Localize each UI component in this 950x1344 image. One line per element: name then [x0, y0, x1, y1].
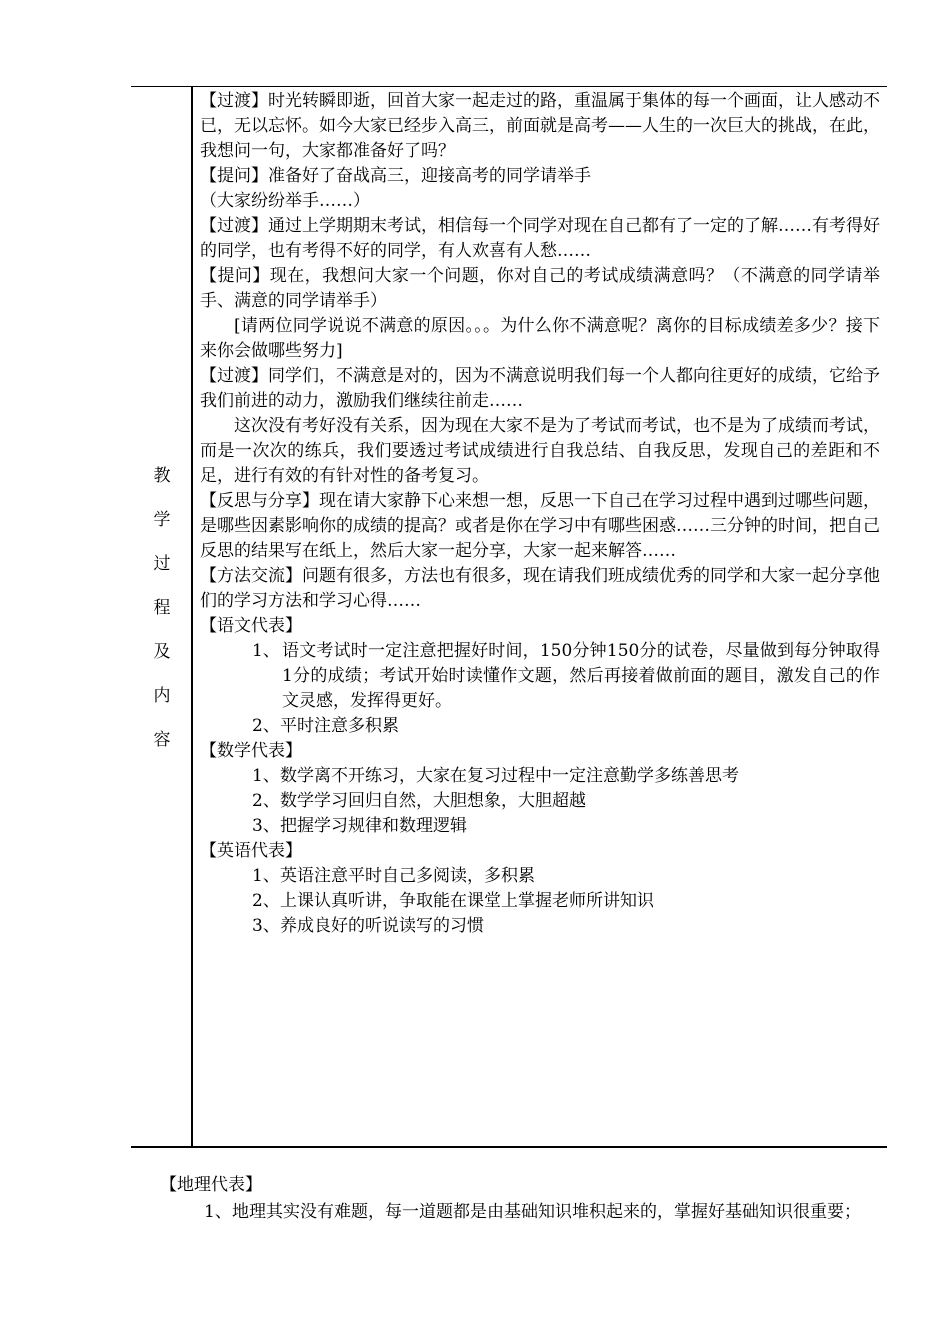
list-item [200, 889, 880, 914]
paragraph-reflection: 【反思与分享】现在请大家静下心来想一想，反思一下自己在学习过程中遇到过哪些问题，是哪些因素影响你的成绩的提高？或者是你在学习中有哪些困惑……三分钟的时间，把自己反思的结果写在纸上，然后大家一起分享，大家一起来解答…… [200, 491, 880, 561]
list-text: 上课认真听讲，争取能在课堂上掌握老师所讲知识 [280, 891, 654, 911]
side-label-char: 及 [153, 642, 171, 662]
english-rep-heading: 【英语代表】 [200, 841, 302, 861]
list-number: 3、 [252, 816, 280, 836]
list-text: 数学学习回归自然，大胆想象，大胆超越 [280, 791, 586, 811]
paragraph-transition-2: 【过渡】通过上学期期末考试，相信每一个同学对现在自己都有了一定的了解……有考得好的同学，也有考得不好的同学，有人欢喜有人愁…… [200, 216, 880, 261]
list-text: 地理其实没有难题，每一道题都是由基础知识堆积起来的，掌握好基础知识很重要； [232, 1202, 861, 1222]
list-item [200, 864, 880, 889]
table-bottom-border [131, 1146, 887, 1148]
list-text: 数学离不开练习，大家在复习过程中一定注意勤学多练善思考 [280, 766, 739, 786]
table-top-border [131, 86, 887, 87]
list-item [200, 639, 880, 714]
teaching-content-cell [200, 89, 880, 939]
side-label-char: 容 [153, 730, 171, 750]
paragraph-question-1: 【提问】准备好了奋战高三，迎接高考的同学请举手 [200, 166, 591, 186]
list-text: 把握学习规律和数理逻辑 [280, 816, 467, 836]
table-column-divider [191, 86, 193, 1147]
list-number: 2、 [252, 716, 280, 736]
list-item [160, 1199, 872, 1226]
geography-section [160, 1172, 872, 1226]
list-text: 语文考试时一定注意把握好时间，150分钟150分的试卷，尽量做到每分钟取得1分的成绩；考试开始时读懂作文题，然后再接着做前面的题目，激发自己的作文灵感，发挥得更好。 [282, 641, 880, 711]
section-label-teaching-process [148, 462, 176, 770]
list-item [200, 789, 880, 814]
geography-rep-heading: 【地理代表】 [160, 1175, 262, 1195]
list-text: 养成良好的听说读写的习惯 [280, 916, 484, 936]
list-number: 1、 [252, 641, 280, 661]
paragraph-method-exchange: 【方法交流】问题有很多，方法也有很多，现在请我们班成绩优秀的同学和大家一起分享他们的学习方法和学习心得…… [200, 566, 880, 611]
side-label-char: 内 [153, 686, 171, 706]
list-number: 1、 [252, 866, 280, 886]
side-label-char: 学 [153, 510, 171, 530]
list-number: 2、 [252, 891, 280, 911]
side-label-char: 程 [153, 598, 171, 618]
list-text: 英语注意平时自己多阅读，多积累 [280, 866, 535, 886]
list-item [200, 914, 880, 939]
paragraph-response: （大家纷纷举手……） [200, 191, 370, 211]
list-number: 1、 [204, 1202, 232, 1222]
paragraph-question-2: 【提问】现在，我想问大家一个问题，你对自己的考试成绩满意吗？（不满意的同学请举手、满意的同学请举手） [200, 266, 880, 311]
math-rep-heading: 【数学代表】 [200, 741, 302, 761]
paragraph-explanation: 这次没有考好没有关系，因为现在大家不是为了考试而考试，也不是为了成绩而考试，而是一次次的练兵，我们要透过考试成绩进行自我总结、自我反思，发现自己的差距和不足，进行有效的有针对性的备考复习。 [200, 416, 880, 486]
list-item [200, 814, 880, 839]
paragraph-transition-3: 【过渡】同学们，不满意是对的，因为不满意说明我们每一个人都向往更好的成绩，它给予我们前进的动力，激励我们继续往前走…… [200, 366, 880, 411]
list-item [200, 714, 880, 739]
list-text: 平时注意多积累 [280, 716, 399, 736]
paragraph-bracket-note: [请两位同学说说不满意的原因。。。为什么你不满意呢？离你的目标成绩差多少？接下来你会做哪些努力] [200, 316, 880, 361]
side-label-char: 教 [153, 466, 171, 486]
side-label-char: 过 [153, 554, 171, 574]
list-number: 2、 [252, 791, 280, 811]
paragraph-transition-1: 【过渡】时光转瞬即逝，回首大家一起走过的路，重温属于集体的每一个画面，让人感动不已，无以忘怀。如今大家已经步入高三，前面就是高考——人生的一次巨大的挑战，在此，我想问一句，大家都准备好了吗？ [200, 91, 880, 161]
list-number: 1、 [252, 766, 280, 786]
list-number: 3、 [252, 916, 280, 936]
chinese-rep-heading: 【语文代表】 [200, 616, 302, 636]
list-item [200, 764, 880, 789]
